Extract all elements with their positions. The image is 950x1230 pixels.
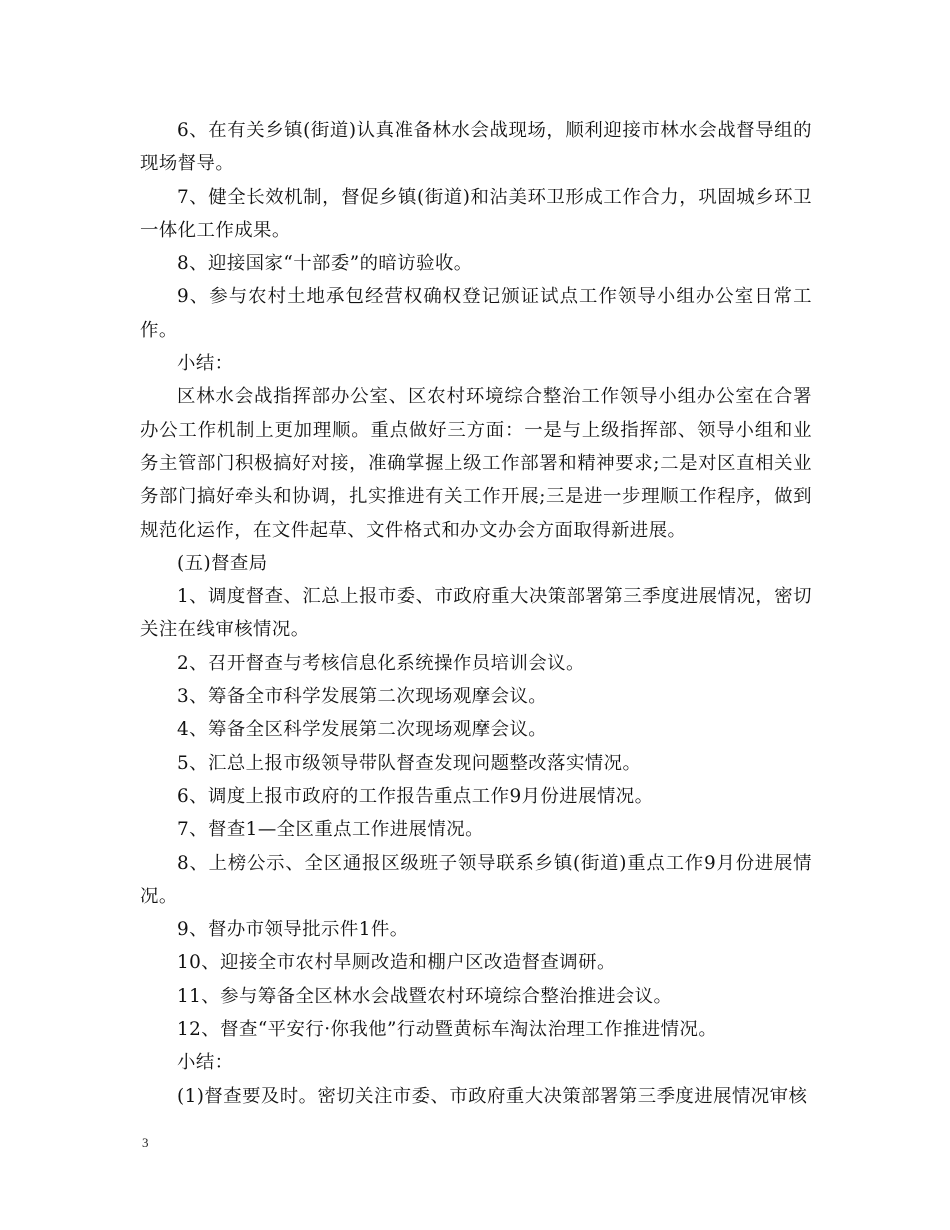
summary-heading-2: 小结：: [177, 1052, 234, 1074]
paragraph-item-3: 3、筹备全市科学发展第二次现场观摩会议。: [177, 686, 548, 708]
section-heading-supervision-bureau: (五)督查局: [177, 552, 268, 574]
summary-paragraph: 区林水会战指挥部办公室、区农村环境综合整治工作领导小组办公室在合署办公工作机制上更加理顺。重点做好三方面：一是与上级指挥部、领导小组和业务主管部门积极搞好对接，准确掌握上级工作部署和精神要求;二是对区直相关业务部门搞好牵头和协调，扎实推进有关工作开展;三是进一步理顺工作程序，做到规范化运作，在文件起草、文件格式和办文办会方面取得新进展。: [140, 386, 812, 541]
document-body: [140, 114, 812, 1113]
paragraph-item-5: 5、汇总上报市级领导带队督查发现问题整改落实情况。: [177, 752, 642, 774]
paragraph-item-9: 9、督办市领导批示件1件。: [177, 919, 409, 941]
paragraph-item-11: 11、参与筹备全区林水会战暨农村环境综合整治推进会议。: [177, 985, 673, 1007]
paragraph-item-7-mechanism: 7、健全长效机制，督促乡镇(街道)和沾美环卫形成工作合力，巩固城乡环卫一体化工作成果。: [140, 186, 812, 241]
paragraph-item-7: 7、督查1—全区重点工作进展情况。: [177, 819, 484, 841]
summary-heading: 小结：: [177, 353, 234, 375]
paragraph-item-2: 2、召开督查与考核信息化系统操作员培训会议。: [177, 652, 585, 674]
paragraph-item-1: 1、调度督查、汇总上报市委、市政府重大决策部署第三季度进展情况，密切关注在线审核情况。: [140, 586, 812, 641]
summary-point-1: (1)督查要及时。密切关注市委、市政府重大决策部署第三季度进展情况审核: [177, 1085, 808, 1107]
paragraph-item-6-forestry: 6、在有关乡镇(街道)认真准备林水会战现场，顺利迎接市林水会战督导组的现场督导。: [140, 120, 812, 175]
page-number: 3: [142, 1135, 149, 1150]
paragraph-item-8-inspection: 8、迎接国家“十部委”的暗访验收。: [177, 253, 473, 275]
paragraph-item-10: 10、迎接全市农村旱厕改造和棚户区改造督查调研。: [177, 952, 616, 974]
paragraph-item-9-land-rights: 9、参与农村土地承包经营权确权登记颁证试点工作领导小组办公室日常工作。: [140, 286, 812, 341]
paragraph-item-8: 8、上榜公示、全区通报区级班子领导联系乡镇(街道)重点工作9月份进展情况。: [140, 852, 812, 907]
paragraph-item-12: 12、督查“平安行·你我他”行动暨黄标车淘汰治理工作推进情况。: [177, 1019, 718, 1041]
paragraph-item-4: 4、筹备全区科学发展第二次现场观摩会议。: [177, 719, 548, 741]
paragraph-item-6: 6、调度上报市政府的工作报告重点工作9月份进展情况。: [177, 785, 654, 807]
